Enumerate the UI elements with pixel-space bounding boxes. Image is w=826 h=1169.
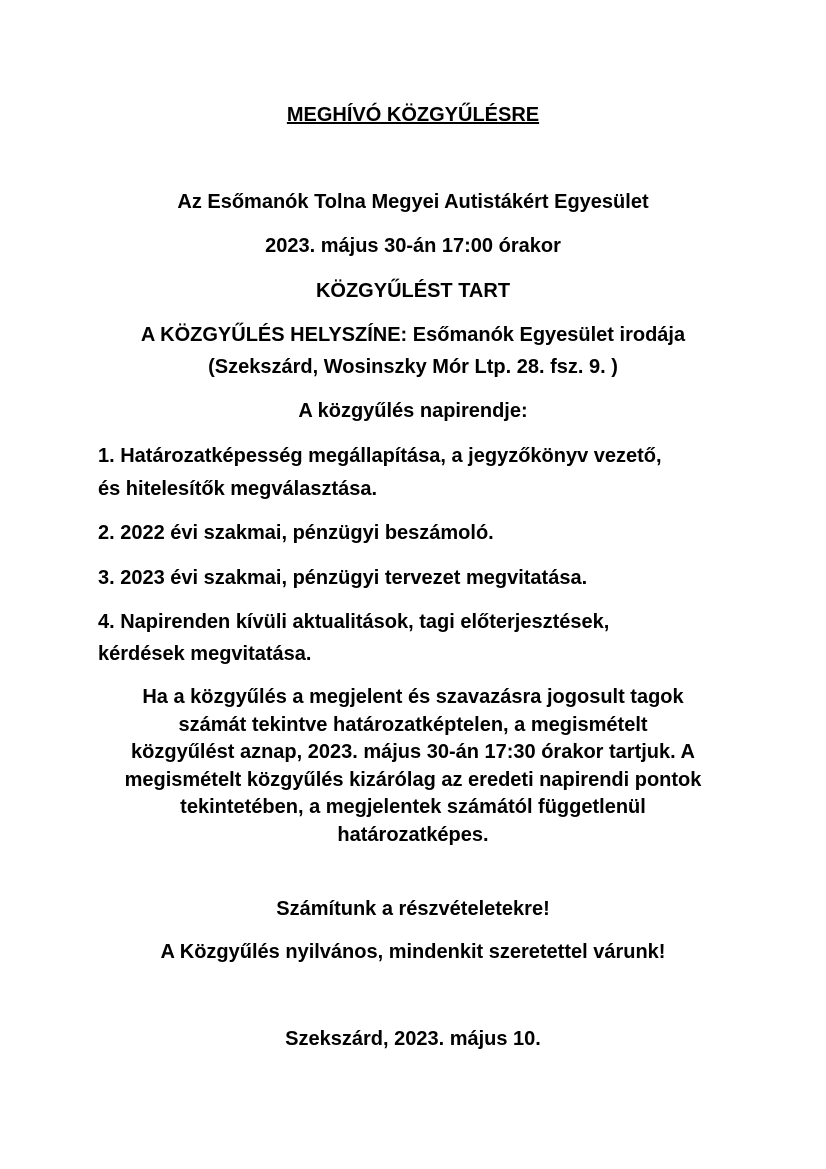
agenda-item-2: 2. 2022 évi szakmai, pénzügyi beszámoló. [98,522,494,544]
notice-line: megismételt közgyűlés kizárólag az eredeti napirendi pontok [124,768,702,791]
agenda-item-1-line-1: 1. Határozatképesség megállapítása, a jegyzőkönyv vezető, [98,445,662,467]
closing-line-1: Számítunk a részvételetekre! [276,898,550,920]
organization-line: Az Esőmanók Tolna Megyei Autistákért Egyesület [177,191,649,213]
closing-line-2: A Közgyűlés nyilvános, mindenkit szeretettel várunk! [160,941,666,963]
agenda-item-4-line-1: 4. Napirenden kívüli aktualitások, tagi előterjesztések, [98,611,610,633]
repeat-meeting-notice [90,684,736,849]
notice-line: közgyűlést aznap, 2023. május 30-án 17:30 órakor tartjuk. A [131,741,695,763]
notice-line: Ha a közgyűlés a megjelent és szavazásra jogosult tagok [142,686,684,708]
agenda-heading: A közgyűlés napirendje: [298,400,528,422]
document-title: MEGHÍVÓ KÖZGYŰLÉSRE [286,104,540,126]
agenda-item-4-line-2: kérdések megvitatása. [98,643,312,665]
agenda-item-3: 3. 2023 évi szakmai, pénzügyi tervezet megvitatása. [98,567,588,589]
venue-line-2: (Szekszárd, Wosinszky Mór Ltp. 28. fsz. 9. ) [208,356,618,378]
notice-line: határozatképes. [337,823,489,846]
notice-line: tekintetében, a megjelentek számától függetlenül [180,796,646,818]
agenda-item-1-line-2: és hitelesítők megválasztása. [98,478,378,500]
meeting-datetime: 2023. május 30-án 17:00 órakor [265,235,561,257]
place-and-date: Szekszárd, 2023. május 10. [285,1028,541,1050]
notice-line: számát tekintve határozatképtelen, a megismételt [178,713,648,736]
venue-line-1: A KÖZGYŰLÉS HELYSZÍNE: Esőmanók Egyesület irodája [140,324,686,346]
meeting-action: KÖZGYŰLÉST TART [315,280,511,302]
